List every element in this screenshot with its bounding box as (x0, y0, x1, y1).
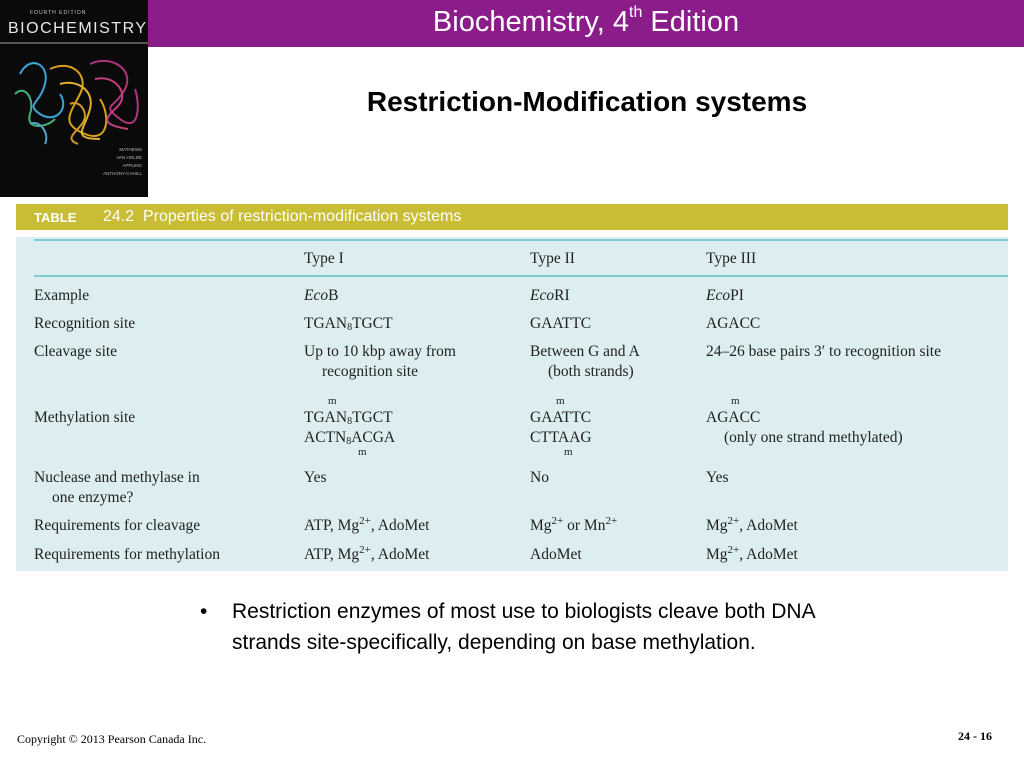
column-header-type-1: Type I (304, 250, 344, 267)
row-label-methylation-site: Methylation site (34, 409, 136, 426)
cell-text: or Mn (563, 517, 606, 534)
cell-text: Mg (530, 517, 552, 534)
header-title-text: Biochemistry, 4 (432, 6, 629, 38)
cell-text: , AdoMet (739, 517, 798, 534)
cell-line (304, 428, 395, 448)
cell-text: TGAN (304, 315, 348, 332)
cell-recognition-type-1 (304, 314, 393, 334)
cell-methylation-type-2 (530, 408, 592, 448)
cell-nuclease-type-1: Yes (304, 469, 327, 486)
cover-author: ANTHONY-CAHILL (103, 171, 142, 176)
cell-text: Mg (706, 546, 728, 563)
table-caption-number: 24.2 (103, 208, 135, 225)
header-bar (148, 0, 1024, 47)
cell-req-cleavage-type-2 (530, 516, 617, 536)
cell-line: recognition site (322, 363, 418, 380)
methyl-mark: m (328, 395, 337, 407)
cell-cleavage-type-2 (530, 342, 640, 382)
cell-line: (only one strand methylated) (724, 429, 903, 446)
cover-author: APPLING (122, 163, 142, 168)
bullet-text: Restriction enzymes of most use to biologists cleave both DNA strands site-specifically, depending on base methylation. (232, 600, 815, 654)
cell-methylation-type-1 (304, 408, 395, 448)
cell-req-cleavage-type-3 (706, 516, 798, 536)
cell-line: Up to 10 kbp away from (304, 343, 456, 360)
cell-text: , AdoMet (739, 546, 798, 563)
cell-methylation-type-3 (706, 408, 903, 448)
cell-superscript: 2+ (551, 515, 564, 527)
cell-text: ATP, Mg (304, 546, 360, 563)
methyl-mark: m (564, 446, 573, 458)
cell-line: CTTAAG (530, 429, 592, 446)
bullet-marker: • (200, 600, 208, 623)
methyl-mark: m (556, 395, 565, 407)
cover-title-text: BIOCHEMISTRY (8, 20, 148, 37)
row-label-cleavage-site: Cleavage site (34, 343, 118, 360)
cell-nuclease-type-3: Yes (706, 469, 729, 486)
cell-superscript: 2+ (605, 515, 618, 527)
cell-line: (both strands) (548, 363, 634, 380)
cell-subscript: 8 (346, 436, 352, 447)
cell-req-cleavage-type-1 (304, 516, 429, 536)
cell-superscript: 2+ (727, 515, 740, 527)
cell-text: TGAN (304, 409, 348, 426)
table-caption-title: Properties of restriction-modification systems (143, 208, 462, 225)
table-top-rule (34, 239, 1008, 241)
cell-text: Mg (706, 517, 728, 534)
cell-italic: Eco (530, 287, 555, 304)
page-number: 24 - 16 (958, 729, 992, 743)
cell-superscript: 2+ (359, 544, 371, 556)
header-title-superscript: th (629, 4, 643, 22)
cell-example-type-1 (304, 286, 338, 306)
slide-title: Restriction-Modification systems (366, 86, 808, 117)
cell-text: , AdoMet (370, 546, 430, 563)
book-cover-image (0, 0, 148, 197)
cell-subscript: 8 (347, 322, 353, 333)
cell-line (304, 408, 395, 428)
cell-text: RI (554, 287, 570, 304)
cell-example-type-3 (706, 286, 744, 306)
cover-edition-text: FOURTH EDITION (30, 10, 87, 16)
cell-nuclease-type-2: No (530, 469, 549, 486)
methyl-mark: m (358, 446, 367, 458)
row-label-nuclease-methylase (34, 468, 200, 508)
protein-structure-illustration (0, 44, 148, 154)
cell-superscript: 2+ (727, 544, 740, 556)
row-label-requirements-cleavage: Requirements for cleavage (34, 517, 201, 534)
row-label-requirements-methylation: Requirements for methylation (34, 546, 220, 563)
column-header-type-2: Type II (530, 250, 575, 267)
cell-line: one enzyme? (52, 489, 134, 506)
cell-text: ACTN (304, 429, 347, 446)
cover-author: VAN HOLDE (116, 155, 142, 160)
methyl-mark: m (731, 395, 740, 407)
row-label-example: Example (34, 287, 90, 304)
cell-line: Between G and A (530, 343, 640, 360)
cell-recognition-type-3: AGACC (706, 315, 761, 332)
cell-italic: Eco (706, 287, 731, 304)
copyright-notice: Copyright © 2013 Pearson Canada Inc. (17, 732, 207, 746)
cover-authors (92, 146, 142, 178)
row-label-recognition-site: Recognition site (34, 315, 136, 332)
table-caption-label: TABLE (34, 210, 77, 225)
cell-line: GAATTC (530, 409, 592, 426)
header-title (148, 6, 1024, 39)
cell-recognition-type-2: GAATTC (530, 315, 592, 332)
table-caption-bar (16, 204, 1008, 230)
cell-text: , AdoMet (370, 517, 430, 534)
cell-superscript: 2+ (359, 515, 371, 527)
cell-text: PI (730, 287, 744, 304)
cell-text: ACGA (351, 429, 396, 446)
cell-req-methylation-type-2: AdoMet (530, 546, 582, 563)
cell-cleavage-type-3: 24–26 base pairs 3′ to recognition site (706, 343, 941, 360)
restriction-modification-table (16, 237, 1008, 571)
cell-req-methylation-type-1 (304, 545, 429, 565)
cell-text: ATP, Mg (304, 517, 360, 534)
table-header-rule (34, 275, 1008, 277)
cell-line: AGACC (706, 409, 761, 426)
cell-example-type-2 (530, 286, 570, 306)
header-title-suffix: Edition (642, 6, 740, 38)
cell-italic: Eco (304, 287, 329, 304)
cell-req-methylation-type-3 (706, 545, 798, 565)
cell-text: B (328, 287, 339, 304)
cell-text: TGCT (352, 409, 393, 426)
column-header-type-3: Type III (706, 250, 757, 267)
cell-subscript: 8 (347, 416, 353, 427)
cell-text: TGCT (352, 315, 393, 332)
cell-cleavage-type-1 (304, 342, 456, 382)
cover-author: MATHEWS (119, 147, 142, 152)
cell-line: Nuclease and methylase in (34, 469, 200, 486)
